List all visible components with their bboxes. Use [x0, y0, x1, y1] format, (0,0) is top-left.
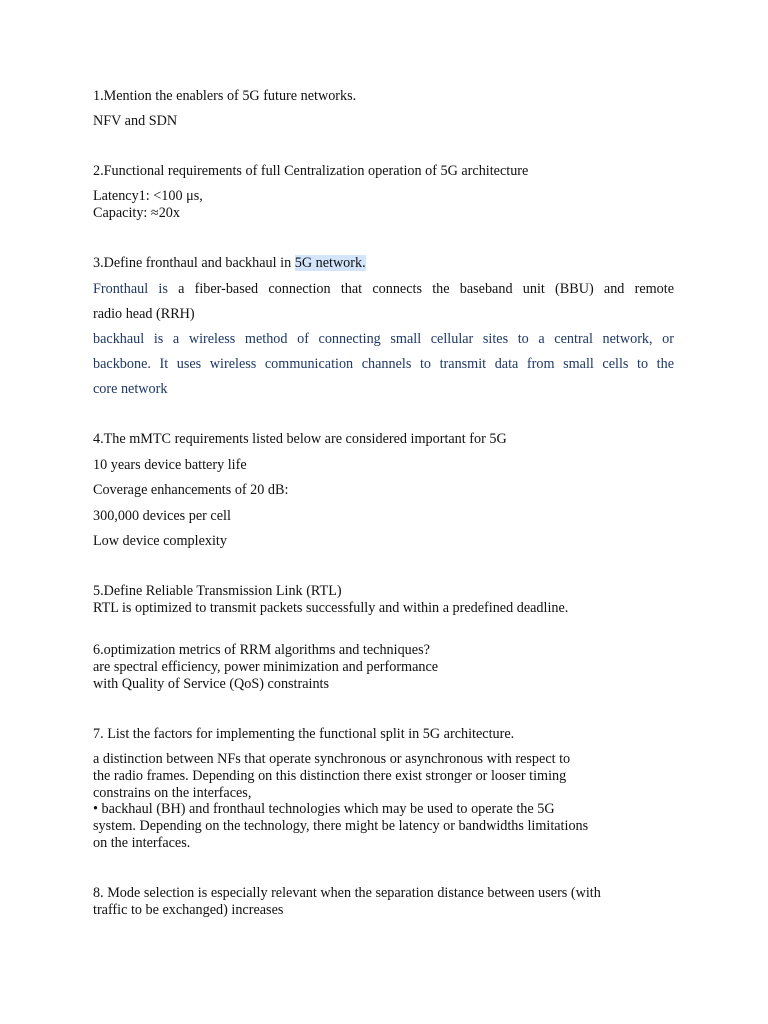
fronthaul-definition-text: a fiber-based connection that connects the baseband unit (BBU) and remote [178, 281, 674, 297]
mmtc-item-2: Coverage enhancements of 20 dB: [93, 482, 289, 498]
question-3-highlight: 5G network. [294, 255, 366, 271]
backhaul-definition-line-3: core network [93, 381, 168, 397]
backhaul-definition-line-2: backbone. It uses wireless communication channels to transmit data from small cells to the [93, 356, 674, 372]
question-3 [93, 255, 366, 272]
backhaul-definition-line-1: backhaul is a wireless method of connecting small cellular sites to a central network, or [93, 331, 674, 347]
answer-7-line-3: constrains on the interfaces, [93, 785, 252, 801]
answer-7-line-4: • backhaul (BH) and fronthaul technologies which may be used to operate the 5G [93, 801, 555, 817]
mmtc-item-4: Low device complexity [93, 533, 227, 549]
question-1: 1.Mention the enablers of 5G future networks. [93, 88, 357, 104]
question-8-line-2: traffic to be exchanged) increases [93, 902, 284, 918]
question-8-line-1: 8. Mode selection is especially relevant when the separation distance between users (with [93, 885, 601, 901]
question-4: 4.The mMTC requirements listed below are considered important for 5G [93, 431, 507, 447]
answer-7-line-2: the radio frames. Depending on this distinction there exist stronger or looser timing [93, 768, 567, 784]
answer-7-line-5: system. Depending on the technology, there might be latency or bandwidths limitations [93, 818, 589, 834]
answer-5: RTL is optimized to transmit packets successfully and within a predefined deadline. [93, 600, 569, 616]
fronthaul-definition-line-2: radio head (RRH) [93, 306, 195, 322]
mmtc-item-3: 300,000 devices per cell [93, 508, 231, 524]
answer-7-line-1: a distinction between NFs that operate synchronous or asynchronous with respect to [93, 751, 571, 767]
answer-2-line-2: Capacity: ≈20x [93, 205, 180, 221]
fronthaul-term: Fronthaul is [93, 281, 168, 297]
answer-7-line-6: on the interfaces. [93, 835, 191, 851]
question-5: 5.Define Reliable Transmission Link (RTL) [93, 583, 342, 599]
answer-6-line-1: are spectral efficiency, power minimization and performance [93, 659, 439, 675]
question-3-text: 3.Define fronthaul and backhaul in [93, 255, 295, 271]
answer-6-line-2: with Quality of Service (QoS) constraints [93, 676, 330, 692]
fronthaul-definition-line-1 [93, 281, 674, 298]
question-6: 6.optimization metrics of RRM algorithms and techniques? [93, 642, 430, 658]
question-7: 7. List the factors for implementing the functional split in 5G architecture. [93, 726, 515, 742]
answer-2-line-1: Latency1: <100 μs, [93, 188, 203, 204]
mmtc-item-1: 10 years device battery life [93, 457, 247, 473]
answer-1: NFV and SDN [93, 113, 178, 129]
question-2: 2.Functional requirements of full Centralization operation of 5G architecture [93, 163, 529, 179]
